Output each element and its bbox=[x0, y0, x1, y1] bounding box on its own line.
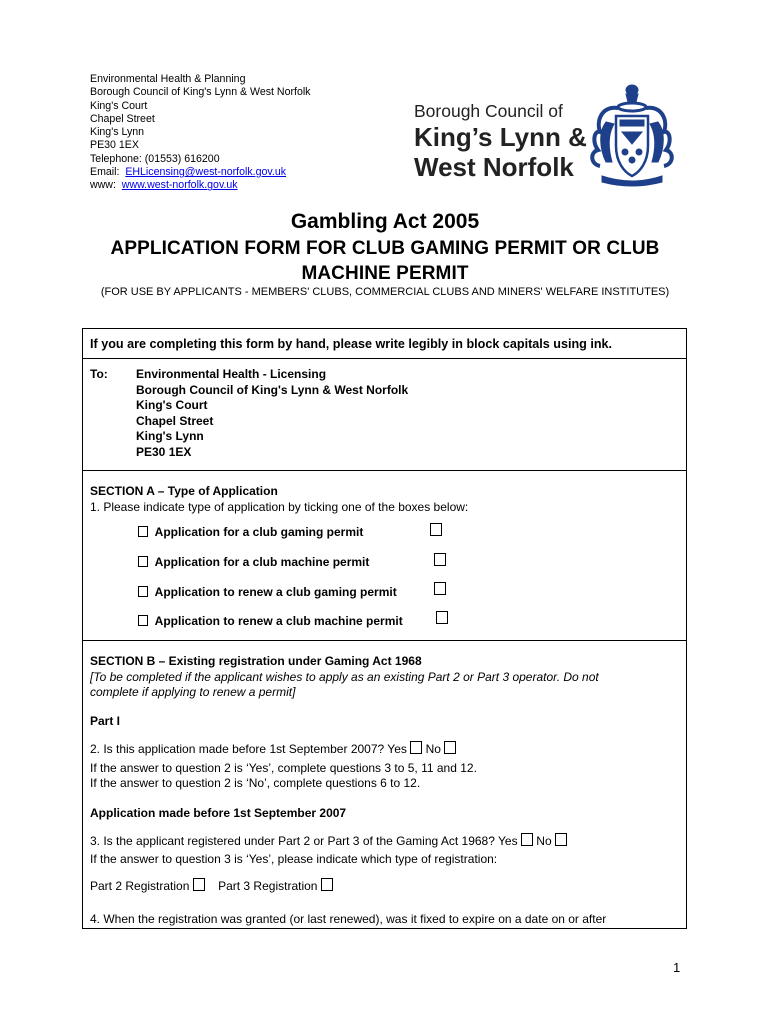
for-use-note: (FOR USE BY APPLICANTS - MEMBERS' CLUBS, COMMERCIAL CLUBS AND MINERS' WELFARE INSTITUTES) bbox=[100, 286, 670, 298]
club-machine-permit-checkbox[interactable] bbox=[434, 553, 446, 566]
contact-telephone: Telephone: (01553) 616200 bbox=[90, 152, 220, 165]
logo-line-3: West Norfolk bbox=[414, 152, 574, 182]
part-3-registration-label: Part 3 Registration bbox=[218, 879, 318, 893]
q3-yes-checkbox[interactable] bbox=[521, 833, 533, 846]
section-b-title: SECTION B – Existing registration under Gaming Act 1968 bbox=[90, 654, 422, 668]
before-date-heading: Application made before 1st September 2007 bbox=[90, 806, 347, 820]
recipient-line: PE30 1EX bbox=[136, 444, 192, 459]
website-link[interactable]: www.west-norfolk.gov.uk bbox=[121, 179, 238, 192]
part-2-registration-checkbox[interactable] bbox=[193, 878, 205, 891]
contact-email-line bbox=[90, 166, 310, 179]
recipient-address bbox=[136, 367, 408, 460]
contact-www-line bbox=[90, 179, 310, 192]
contact-postcode: PE30 1EX bbox=[90, 139, 139, 152]
q2-yes-checkbox[interactable] bbox=[410, 741, 422, 754]
to-label: To: bbox=[90, 367, 108, 381]
www-label: www: bbox=[90, 179, 116, 192]
coat-of-arms-icon bbox=[584, 80, 690, 188]
council-logo bbox=[414, 80, 690, 190]
logo-wordmark bbox=[414, 100, 587, 182]
option-renew-machine-permit bbox=[138, 614, 403, 628]
question-3-followup: If the answer to question 3 is ‘Yes’, please indicate which type of registration: bbox=[90, 852, 498, 866]
email-label: Email: bbox=[90, 166, 120, 179]
contact-council: Borough Council of King's Lynn & West Norfolk bbox=[90, 86, 311, 99]
question-2 bbox=[90, 741, 456, 756]
inline-checkbox[interactable] bbox=[138, 586, 148, 597]
contact-street: Chapel Street bbox=[90, 112, 155, 125]
question-4: 4. When the registration was granted (or last renewed), was it fixed to expire on a date on or after bbox=[90, 912, 607, 926]
contact-block bbox=[90, 73, 310, 193]
option-label: Application for a club machine permit bbox=[154, 555, 370, 569]
option-label: Application to renew a club gaming permit bbox=[154, 585, 397, 599]
q2-no-checkbox[interactable] bbox=[444, 741, 456, 754]
inline-checkbox[interactable] bbox=[138, 615, 148, 626]
recipient-line: Environmental Health - Licensing bbox=[136, 367, 327, 381]
option-label: Application to renew a club machine permit bbox=[154, 614, 403, 628]
q3-no-checkbox[interactable] bbox=[555, 833, 567, 846]
email-link[interactable]: EHLicensing@west-norfolk.gov.uk bbox=[125, 166, 287, 179]
contact-department: Environmental Health & Planning bbox=[90, 73, 246, 85]
row-divider bbox=[83, 640, 686, 641]
section-a-title: SECTION A – Type of Application bbox=[90, 484, 278, 498]
option-renew-gaming-permit bbox=[138, 585, 397, 599]
section-b-note-line-1: [To be completed if the applicant wishes to apply as an existing Part 2 or Part 3 operator. Do not bbox=[90, 670, 599, 684]
renew-gaming-permit-checkbox[interactable] bbox=[434, 582, 446, 595]
recipient-line: King's Court bbox=[136, 398, 208, 412]
form-table bbox=[82, 328, 687, 929]
option-club-gaming-permit bbox=[138, 525, 363, 539]
question-2-yes-instruction: If the answer to question 2 is ‘Yes’, complete questions 3 to 5, 11 and 12. bbox=[90, 761, 477, 775]
contact-town: King's Lynn bbox=[90, 126, 145, 139]
section-b-note-line-2: complete if applying to renew a permit] bbox=[90, 685, 296, 699]
logo-line-2: King’s Lynn & bbox=[414, 122, 587, 152]
recipient-line: Chapel Street bbox=[136, 413, 214, 428]
question-1: 1. Please indicate type of application by ticking one of the boxes below: bbox=[90, 500, 469, 514]
club-gaming-permit-checkbox[interactable] bbox=[430, 523, 442, 536]
part-2-registration-label: Part 2 Registration bbox=[90, 879, 190, 893]
contact-building: King's Court bbox=[90, 99, 148, 112]
row-divider bbox=[83, 470, 686, 471]
logo-line-1: Borough Council of bbox=[414, 101, 563, 121]
row-divider bbox=[83, 358, 686, 359]
recipient-line: King's Lynn bbox=[136, 429, 204, 443]
question-2-no-instruction: If the answer to question 2 is ‘No’, complete questions 6 to 12. bbox=[90, 776, 421, 790]
q2-no-label: No bbox=[425, 742, 441, 756]
page-title: Gambling Act 2005 bbox=[290, 210, 480, 233]
part-i-heading: Part I bbox=[90, 714, 121, 728]
form-subtitle: APPLICATION FORM FOR CLUB GAMING PERMIT OR CLUB MACHINE PERMIT bbox=[110, 238, 660, 284]
option-label: Application for a club gaming permit bbox=[154, 525, 364, 539]
question-3-text: 3. Is the applicant registered under Part 2 or Part 3 of the Gaming Act 1968? bbox=[90, 834, 495, 848]
question-2-text: 2. Is this application made before 1st September 2007? Yes bbox=[90, 742, 407, 756]
inline-checkbox[interactable] bbox=[138, 526, 148, 537]
renew-machine-permit-checkbox[interactable] bbox=[436, 611, 448, 624]
page-number: 1 bbox=[673, 960, 681, 975]
part-3-registration-checkbox[interactable] bbox=[321, 878, 333, 891]
q3-yes-label: Yes bbox=[498, 834, 518, 848]
question-3 bbox=[90, 833, 567, 848]
inline-checkbox[interactable] bbox=[138, 556, 148, 567]
option-club-machine-permit bbox=[138, 555, 369, 569]
handwriting-instruction: If you are completing this form by hand, please write legibly in block capitals using ink. bbox=[90, 337, 613, 351]
q3-no-label: No bbox=[536, 834, 552, 848]
recipient-line: Borough Council of King's Lynn & West Norfolk bbox=[136, 382, 409, 397]
registration-type-row bbox=[90, 878, 333, 893]
